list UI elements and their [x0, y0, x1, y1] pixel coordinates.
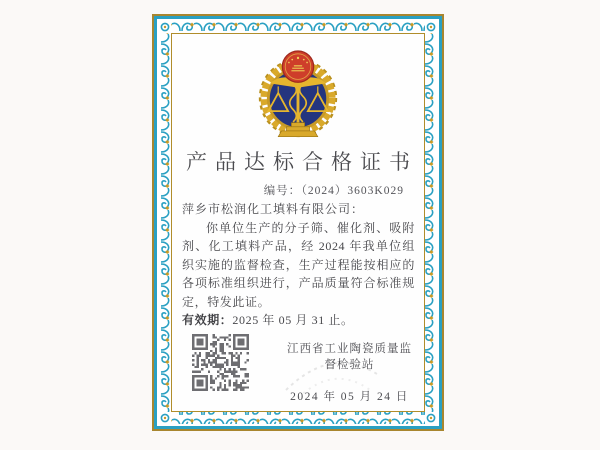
certificate-body [182, 200, 415, 330]
serial-label: 编号： [263, 185, 302, 197]
validity-value: 2025 年 05 月 31 止。 [232, 313, 354, 327]
validity-label: 有效期： [182, 313, 233, 327]
body-paragraph: 你单位生产的分子筛、催化剂、吸附剂、化工填料产品，经 2024 年我单位组织实施的监督检查，生产过程能按相应的各项标准组织进行，产品质量符合标准规定，特发此证。 [182, 220, 415, 309]
qr-code [192, 334, 249, 391]
quality-supervision-emblem-icon [245, 46, 351, 140]
issuer-block [249, 334, 416, 404]
issue-date: 2024 年 05 月 24 日 [290, 390, 409, 403]
issuer-name: 江西省工业陶瓷质量监督检验站 [287, 342, 412, 371]
certificate-title: 产品达标合格证书 [186, 150, 418, 174]
bottom-block [192, 334, 416, 404]
certificate-teal-border [154, 16, 442, 429]
serial-number [172, 182, 424, 198]
national-emblem-icon [282, 51, 313, 82]
certificate [152, 14, 444, 431]
certificate-white-border [157, 19, 439, 426]
serial-value: （2024）3603K029 [301, 185, 404, 197]
validity-line [182, 311, 415, 330]
recipient-name: 萍乡市松润化工填料有限公司： [182, 202, 365, 216]
certificate-content [171, 33, 425, 412]
